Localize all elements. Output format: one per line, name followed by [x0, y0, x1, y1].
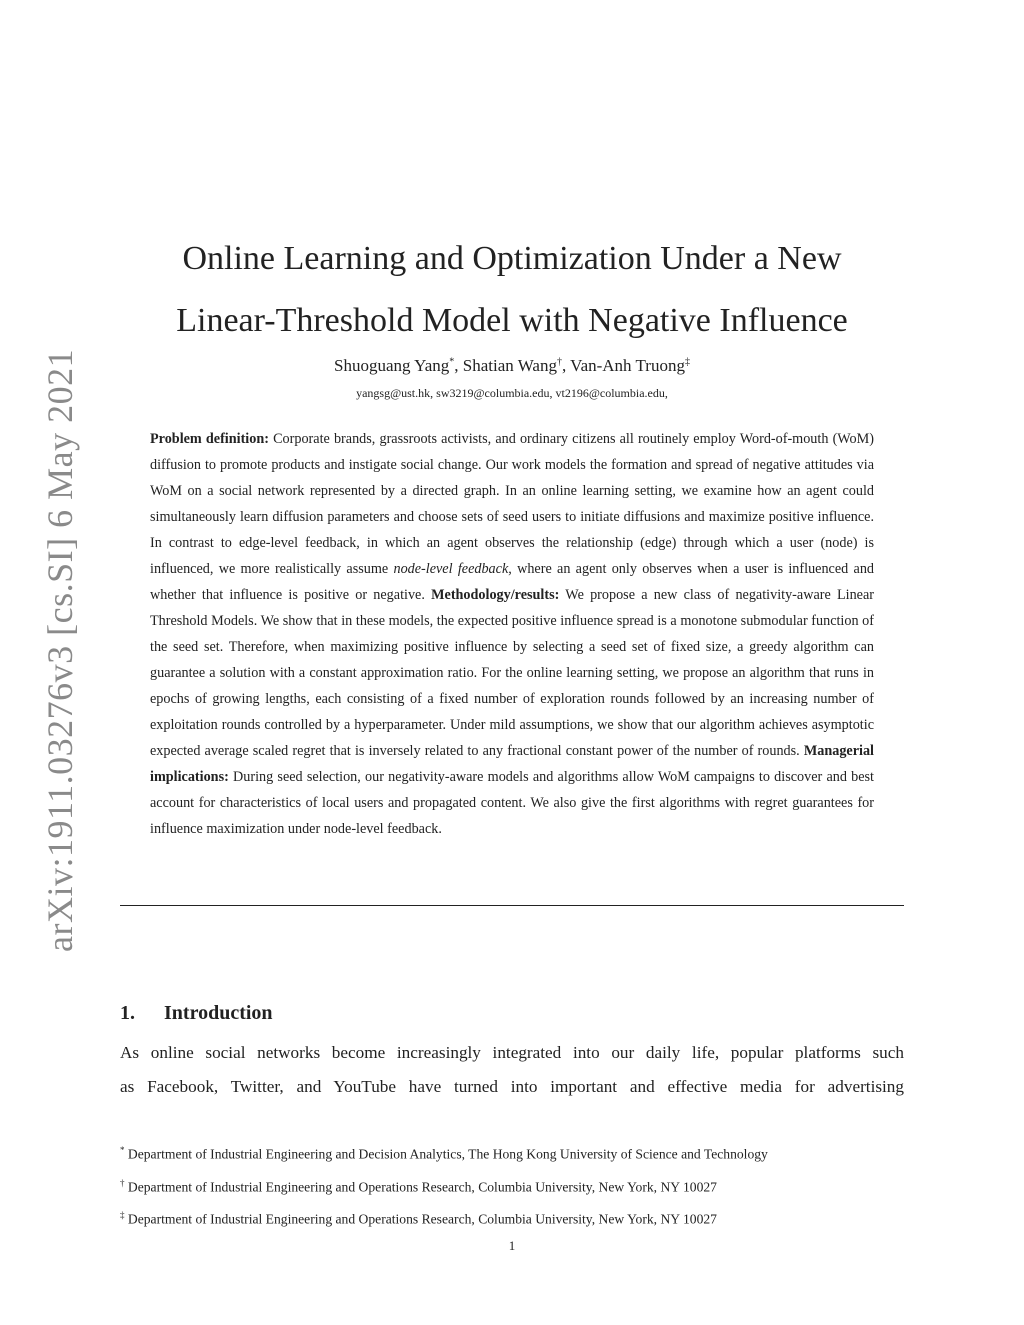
author-affiliation-mark: ‡ — [684, 356, 690, 368]
author-affiliation-mark: * — [449, 356, 455, 368]
abstract-divider — [120, 905, 904, 906]
introduction-line: as Facebook, Twitter, and YouTube have turned into important and effective media for advertising — [120, 1077, 904, 1096]
paper-title — [120, 228, 904, 352]
abstract — [150, 426, 874, 842]
footnote-text: Department of Industrial Engineering and Operations Research, Columbia University, New York, NY 10027 — [124, 1211, 717, 1227]
section-heading — [120, 1002, 273, 1025]
footnote-mark: ‡ — [120, 1210, 125, 1221]
abstract-managerial-label: Managerial implications: — [150, 743, 874, 785]
author-name: Shuoguang Yang — [334, 356, 450, 375]
author-separator: , — [454, 356, 463, 375]
introduction-paragraph — [120, 1036, 904, 1104]
author-name: Shatian Wang — [462, 356, 557, 375]
page-number: 1 — [508, 1238, 516, 1253]
abstract-methodology-text: We propose a new class of negativity-aware Linear Threshold Models. We show that in these models, the expected positive influence spread is a monotone submodular function of the seed set. Therefore, when maximizing positive influence by selecting a seed set of fixed size, a greedy algorithm can guarantee a solution with a constant approximation ratio. For the online learning setting, we propose an algorithm that runs in epochs of growing lengths, each consisting of a fixed number of exploration rounds followed by an increasing number of exploitation rounds controlled by a hyperparameter. Under mild assumptions, we show that our algorithm achieves asymptotic expected average scaled regret that is inversely related to any fractional constant power of the number of rounds. — [150, 587, 875, 759]
footnote — [120, 1201, 920, 1234]
author-separator: , — [561, 356, 571, 375]
footnote-text: Department of Industrial Engineering and Operations Research, Columbia University, New York, NY 10027 — [124, 1179, 717, 1195]
footnote-mark: * — [120, 1145, 125, 1155]
paper-title-line-1: Online Learning and Optimization Under a New — [182, 240, 842, 277]
abstract-problem-text: Corporate brands, grassroots activists, and ordinary citizens all routinely employ Word-of-mouth (WoM) diffusion to promote products and instigate social change. Our work models the formation and spread of negative attitudes via WoM on a social network represented by a directed graph. In an online learning setting, we examine how an agent could simultaneously learn diffusion parameters and choose sets of seed users to initiate diffusions and maximize positive influence. In contrast to edge-level feedback, in which an agent observes the relationship (edge) through which a user (node) is influenced, we more realistically assume — [150, 431, 874, 577]
abstract-problem-text-continued: , where an agent only observes when a user is influenced and whether that influence is positive or negative. — [150, 561, 875, 603]
arxiv-identifier: arXiv:1911.03276v3 [cs.SI] 6 May 2021 — [40, 348, 80, 952]
section-number: 1. — [120, 1002, 135, 1024]
footnotes — [120, 1136, 920, 1234]
footnote-text: Department of Industrial Engineering and Decision Analytics, The Hong Kong University of Science and Technology — [124, 1146, 768, 1162]
author-name: Van-Anh Truong — [570, 356, 685, 375]
footnote — [120, 1169, 920, 1202]
introduction-line: As online social networks become increasingly integrated into our daily life, popular platforms such — [120, 1043, 904, 1062]
section-title: Introduction — [164, 1002, 273, 1024]
abstract-italic-term: node-level feedback — [393, 561, 509, 577]
abstract-problem-label: Problem definition: — [150, 431, 269, 447]
footnote — [120, 1136, 920, 1169]
abstract-managerial-text: During seed selection, our negativity-aware models and algorithms allow WoM campaigns to discover and best account for characteristics of local users and propagated content. We also give the first algorithms with regret guarantees for influence maximization under node-level feedback. — [150, 769, 874, 837]
paper-title-line-2: Linear-Threshold Model with Negative Influence — [176, 302, 848, 339]
footnote-mark: † — [120, 1177, 125, 1188]
author-emails: yangsg@ust.hk, sw3219@columbia.edu, vt2196@columbia.edu, — [356, 386, 668, 400]
author-list — [120, 356, 904, 376]
abstract-methodology-label: Methodology/results: — [431, 587, 560, 603]
author-affiliation-mark: † — [556, 356, 562, 368]
